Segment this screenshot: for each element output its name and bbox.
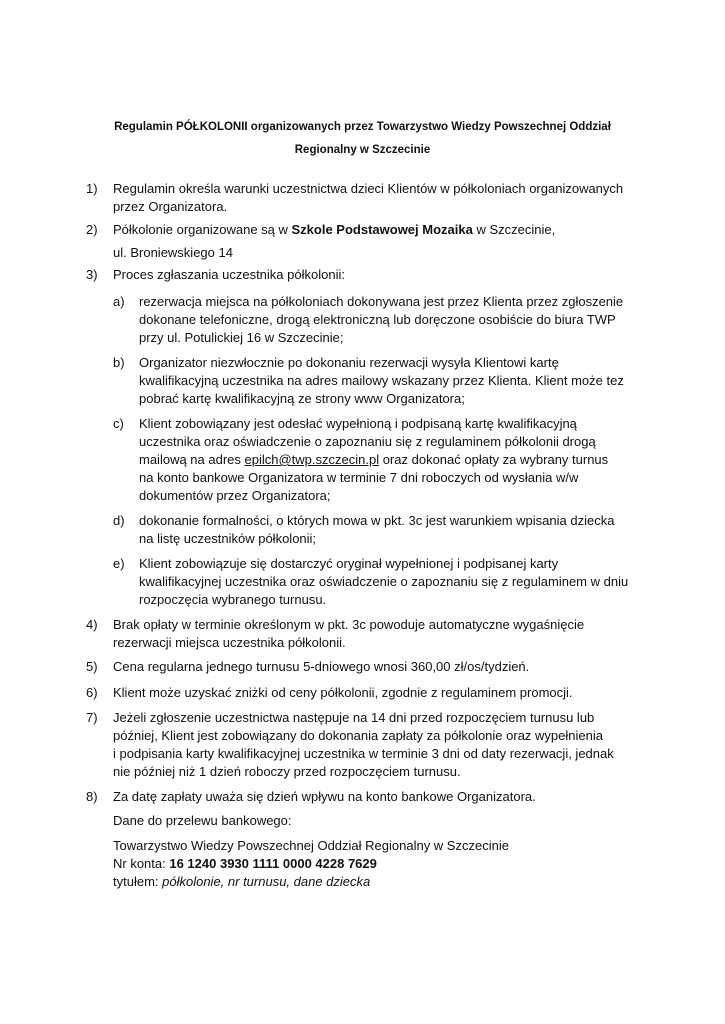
school-name: Szkole Podstawowej Mozaika <box>291 222 473 237</box>
bank-account <box>113 855 377 873</box>
item-4-number: 4) <box>86 617 98 632</box>
account-label: Nr konta: <box>113 856 170 871</box>
item-4-text-cont: rezerwacji miejsca uczestnika półkolonii. <box>113 635 346 650</box>
transfer-title-label: tytułem: <box>113 874 163 889</box>
item-5-number: 5) <box>86 659 98 674</box>
item-2-text <box>113 221 555 239</box>
item-3c-text-cont: uczestnika oraz oświadczenie o zapoznaniu się z regulaminem półkolonii drogą <box>139 434 596 449</box>
item-2-text-c: w Szczecinie, <box>472 222 556 237</box>
item-3c-text-cont: dokumentów przez Organizatora; <box>139 488 331 503</box>
item-3d-text-cont: na listę uczestników półkolonii; <box>139 531 317 546</box>
item-3a-text-cont: przy ul. Potulickiej 16 w Szczecinie; <box>139 330 344 345</box>
item-3a-letter: a) <box>113 294 125 309</box>
item-7-number: 7) <box>86 710 98 725</box>
item-2-number: 2) <box>86 222 98 237</box>
email-link[interactable]: epilch@twp.szczecin.pl <box>244 452 380 467</box>
item-1-text: Regulamin określa warunki uczestnictwa dzieci Klientów w półkoloniach organizowanych <box>113 181 624 196</box>
item-3e-text-cont: rozpoczęcia wybranego turnusu. <box>139 592 327 607</box>
item-3e-text: Klient zobowiązuje się dostarczyć oryginał wypełnionej i podpisanej karty <box>139 556 559 571</box>
bank-heading: Dane do przelewu bankowego: <box>113 813 292 828</box>
item-2-address: ul. Broniewskiego 14 <box>113 245 233 260</box>
item-3-text: Proces zgłaszania uczestnika półkolonii: <box>113 267 345 282</box>
item-3c-text-cont: na konto bankowe Organizatora w terminie 7 dni roboczych od wysłania w/w <box>139 470 579 485</box>
document-title-line-1: Regulamin PÓŁKOLONII organizowanych przez Towarzystwo Wiedzy Powszechnej Oddział <box>114 121 611 133</box>
item-3e-text-cont: kwalifikacyjnej uczestnika oraz oświadczenie o zapoznaniu się z regulaminem w dniu <box>139 574 629 589</box>
item-1-number: 1) <box>86 181 98 196</box>
item-2-text-a: Półkolonie organizowane są w <box>113 222 292 237</box>
bank-recipient: Towarzystwo Wiedzy Powszechnej Oddział Regionalny w Szczecinie <box>113 838 509 853</box>
item-1-text-cont: przez Organizatora. <box>113 199 228 214</box>
item-3b-text-cont: pobrać kartę kwalifikacyjną ze strony www Organizatora; <box>139 391 465 406</box>
item-6-text: Klient może uzyskać zniżki od ceny półkolonii, zgodnie z regulaminem promocji. <box>113 685 573 700</box>
item-7-text-cont: później, Klient jest zobowiązany do dokonania zapłaty za półkolonie oraz wypełnienia <box>113 728 603 743</box>
item-3d-letter: d) <box>113 513 125 528</box>
item-3c-letter: c) <box>113 416 124 431</box>
item-6-number: 6) <box>86 685 98 700</box>
account-number: 16 1240 3930 1111 0000 4228 7629 <box>169 856 377 871</box>
item-3a-text-cont: dokonane telefoniczne, drogą elektroniczną lub doręczone osobiście do biura TWP <box>139 312 616 327</box>
document-title-line-2: Regionalny w Szczecinie <box>294 144 431 156</box>
item-4-text: Brak opłaty w terminie określonym w pkt. 3c powoduje automatyczne wygaśnięcie <box>113 617 585 632</box>
item-3e-letter: e) <box>113 556 125 571</box>
item-8-text: Za datę zapłaty uważa się dzień wpływu na konto bankowe Organizatora. <box>113 789 536 804</box>
item-3c-text: Klient zobowiązany jest odesłać wypełnioną i podpisaną kartę kwalifikacyjną <box>139 416 577 431</box>
item-3c-text-b: oraz dokonać opłaty za wybrany turnus <box>379 452 609 467</box>
item-3-number: 3) <box>86 267 98 282</box>
item-8-number: 8) <box>86 789 98 804</box>
item-3a-text: rezerwacja miejsca na półkoloniach dokonywana jest przez Klienta przez zgłoszenie <box>139 294 624 309</box>
item-3c-text-cont <box>139 451 608 469</box>
item-3b-letter: b) <box>113 355 125 370</box>
item-3d-text: dokonanie formalności, o których mowa w pkt. 3c jest warunkiem wpisania dziecka <box>139 513 615 528</box>
item-3b-text: Organizator niezwłocznie po dokonaniu rezerwacji wysyła Klientowi kartę <box>139 355 559 370</box>
transfer-title-value: półkolonie, nr turnusu, dane dziecka <box>162 874 371 889</box>
item-5-text: Cena regularna jednego turnusu 5-dniowego wnosi 360,00 zł/os/tydzień. <box>113 659 530 674</box>
item-7-text-cont: i podpisania karty kwalifikacyjnej uczestnika w terminie 3 dni od daty rezerwacji, jednak <box>113 746 614 761</box>
item-3b-text-cont: kwalifikacyjną uczestnika na adres mailowy wskazany przez Klienta. Klient może tez <box>139 373 624 388</box>
item-3c-text-a: mailową na adres <box>139 452 245 467</box>
item-7-text-cont: nie później niż 1 dzień roboczy przed rozpoczęciem turnusu. <box>113 764 461 779</box>
bank-title <box>113 873 370 891</box>
item-7-text: Jeżeli zgłoszenie uczestnictwa następuje na 14 dni przed rozpoczęciem turnusu lub <box>113 710 595 725</box>
